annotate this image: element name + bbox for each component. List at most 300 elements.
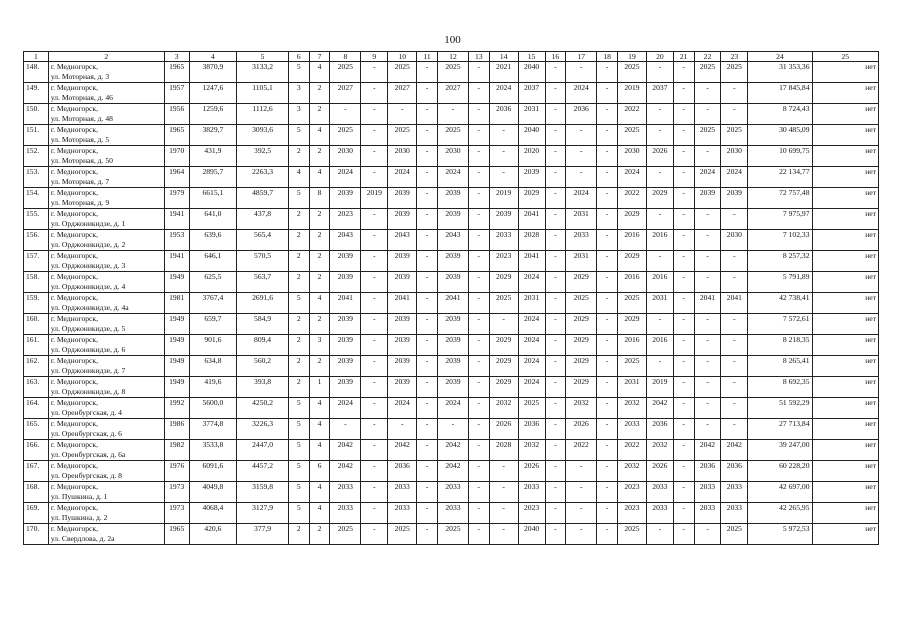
table-cell: 2020 — [518, 146, 545, 167]
table-cell: 2025 — [721, 524, 748, 545]
table-cell: - — [694, 335, 721, 356]
table-cell: - — [545, 62, 566, 83]
column-header: 3 — [164, 52, 189, 62]
table-cell: 625,5 — [189, 272, 237, 293]
table-cell: 2033 — [721, 503, 748, 524]
table-cell: 2039 — [388, 209, 417, 230]
table-cell: 1949 — [164, 272, 189, 293]
table-cell: 431,9 — [189, 146, 237, 167]
table-cell: - — [694, 272, 721, 293]
table-cell: 2033 — [566, 230, 597, 251]
table-cell: 2041 — [330, 293, 361, 314]
table-cell: нет — [812, 314, 879, 335]
row-number: 161. — [24, 335, 49, 356]
table-cell: 1957 — [164, 83, 189, 104]
table-cell: 2024 — [518, 272, 545, 293]
table-cell: 1949 — [164, 314, 189, 335]
table-cell: 2042 — [646, 398, 673, 419]
table-cell: - — [566, 524, 597, 545]
table-cell: - — [721, 83, 748, 104]
address-city: г. Медногорск, — [50, 62, 99, 71]
table-cell: 2 — [288, 272, 309, 293]
table-cell: 1949 — [164, 356, 189, 377]
table-cell: 42 697,00 — [748, 482, 812, 503]
table-cell: 8 724,43 — [748, 104, 812, 125]
column-header: 13 — [468, 52, 489, 62]
column-header: 10 — [388, 52, 417, 62]
table-cell: 2025 — [721, 125, 748, 146]
table-cell: 2039 — [437, 209, 468, 230]
table-cell: 2024 — [518, 356, 545, 377]
table-cell: 8 — [309, 188, 330, 209]
table-cell: 2029 — [617, 209, 646, 230]
table-cell: 1247,6 — [189, 83, 237, 104]
table-cell: 2029 — [617, 251, 646, 272]
address-street: ул. Моторная, д. 3 — [50, 71, 110, 81]
table-cell: 2039 — [437, 377, 468, 398]
table-cell: - — [566, 167, 597, 188]
table-cell: 10 699,75 — [748, 146, 812, 167]
table-cell: 2033 — [646, 482, 673, 503]
table-cell: 8 257,32 — [748, 251, 812, 272]
table-cell: 2 — [309, 146, 330, 167]
table-cell: 2029 — [566, 272, 597, 293]
table-cell: - — [468, 272, 489, 293]
table-cell: нет — [812, 62, 879, 83]
table-row — [24, 440, 879, 461]
table-cell: - — [597, 146, 618, 167]
table-cell: 6615,1 — [189, 188, 237, 209]
table-cell: 809,4 — [237, 335, 289, 356]
table-cell: 2033 — [437, 482, 468, 503]
table-cell: 2041 — [437, 293, 468, 314]
table-cell: - — [417, 377, 438, 398]
address-street: ул. Моторная, д. 9 — [50, 197, 110, 207]
table-cell: - — [417, 209, 438, 230]
address-cell — [48, 62, 164, 83]
table-cell: - — [545, 146, 566, 167]
table-cell: 2025 — [617, 293, 646, 314]
table-cell: - — [545, 356, 566, 377]
table-cell: 563,7 — [237, 272, 289, 293]
table-cell: - — [417, 230, 438, 251]
column-header: 1 — [24, 52, 49, 62]
table-cell: 2041 — [388, 293, 417, 314]
table-cell: 2 — [288, 146, 309, 167]
table-cell: - — [417, 146, 438, 167]
address-city: г. Медногорск, — [50, 314, 99, 323]
table-cell: 5 — [288, 419, 309, 440]
column-header: 21 — [673, 52, 694, 62]
table-cell: - — [468, 440, 489, 461]
column-header: 16 — [545, 52, 566, 62]
table-cell: - — [489, 482, 518, 503]
table-row — [24, 62, 879, 83]
table-row — [24, 209, 879, 230]
table-cell: 2019 — [617, 83, 646, 104]
table-cell: - — [361, 293, 388, 314]
table-cell: - — [489, 524, 518, 545]
column-number-row — [24, 52, 879, 62]
row-number: 165. — [24, 419, 49, 440]
row-number: 154. — [24, 188, 49, 209]
address-street: ул. Орджоникидзе, д. 1 — [50, 218, 126, 228]
table-cell: 901,6 — [189, 335, 237, 356]
table-cell: - — [721, 356, 748, 377]
table-cell: - — [673, 209, 694, 230]
table-cell: 2043 — [437, 230, 468, 251]
table-cell: - — [597, 83, 618, 104]
table-cell: 2025 — [617, 356, 646, 377]
table-cell: 5 — [288, 482, 309, 503]
table-cell: 2037 — [518, 83, 545, 104]
table-cell: - — [361, 377, 388, 398]
table-cell: 2019 — [489, 188, 518, 209]
table-cell: - — [673, 188, 694, 209]
table-cell: - — [361, 167, 388, 188]
table-cell: 2027 — [437, 83, 468, 104]
address-city: г. Медногорск, — [50, 209, 99, 218]
table-cell: - — [489, 461, 518, 482]
table-cell: 2036 — [721, 461, 748, 482]
table-cell: 2016 — [617, 272, 646, 293]
table-cell: 2033 — [489, 230, 518, 251]
table-row — [24, 314, 879, 335]
table-cell: 2024 — [518, 314, 545, 335]
table-cell: 2028 — [518, 230, 545, 251]
address-city: г. Медногорск, — [50, 125, 99, 134]
table-cell: 2029 — [489, 356, 518, 377]
table-cell: - — [417, 167, 438, 188]
table-cell: нет — [812, 335, 879, 356]
table-cell: 2024 — [566, 188, 597, 209]
table-cell: - — [388, 419, 417, 440]
table-cell: 2042 — [437, 461, 468, 482]
table-cell: - — [361, 104, 388, 125]
table-cell: 2041 — [518, 209, 545, 230]
table-cell: 4250,2 — [237, 398, 289, 419]
column-header: 9 — [361, 52, 388, 62]
table-cell: 565,4 — [237, 230, 289, 251]
table-cell: 2029 — [566, 356, 597, 377]
table-cell: 6 — [309, 461, 330, 482]
table-cell: - — [673, 335, 694, 356]
row-number: 149. — [24, 83, 49, 104]
table-cell: 2026 — [646, 461, 673, 482]
table-cell: 2016 — [617, 230, 646, 251]
address-street: ул. Оренбургская, д. 6а — [50, 449, 126, 459]
table-cell: - — [545, 125, 566, 146]
table-cell: 2024 — [518, 377, 545, 398]
table-cell: - — [566, 503, 597, 524]
table-cell: 2042 — [330, 461, 361, 482]
table-cell: - — [597, 104, 618, 125]
row-number: 168. — [24, 482, 49, 503]
table-cell: - — [673, 398, 694, 419]
column-header: 12 — [437, 52, 468, 62]
table-cell: 2032 — [566, 398, 597, 419]
table-cell: 2691,6 — [237, 293, 289, 314]
table-cell: 2042 — [694, 440, 721, 461]
table-cell: - — [468, 167, 489, 188]
table-cell: 2039 — [388, 377, 417, 398]
table-cell: нет — [812, 440, 879, 461]
table-cell: 2039 — [437, 356, 468, 377]
table-cell: 2024 — [388, 398, 417, 419]
table-cell: 2039 — [437, 335, 468, 356]
table-cell: 2022 — [617, 104, 646, 125]
table-cell: 2029 — [518, 188, 545, 209]
table-cell: - — [361, 146, 388, 167]
table-cell: - — [468, 398, 489, 419]
table-cell: 2033 — [694, 482, 721, 503]
table-cell: - — [545, 461, 566, 482]
table-cell: 2016 — [646, 272, 673, 293]
table-cell: - — [468, 356, 489, 377]
table-cell: 659,7 — [189, 314, 237, 335]
table-cell: 2025 — [388, 524, 417, 545]
table-cell: - — [597, 461, 618, 482]
table-row — [24, 419, 879, 440]
table-cell: 2039 — [330, 335, 361, 356]
housing-registry-table — [23, 51, 879, 545]
table-cell: 2023 — [330, 209, 361, 230]
table-cell: 560,2 — [237, 356, 289, 377]
column-header: 19 — [617, 52, 646, 62]
table-cell: 1956 — [164, 104, 189, 125]
table-cell: 1973 — [164, 482, 189, 503]
table-cell: - — [673, 125, 694, 146]
table-cell: 2033 — [330, 503, 361, 524]
table-cell: 2040 — [518, 125, 545, 146]
table-cell: - — [545, 440, 566, 461]
table-cell: нет — [812, 524, 879, 545]
address-street: ул. Пушкина, д. 2 — [50, 512, 108, 522]
table-cell: 3767,4 — [189, 293, 237, 314]
table-cell: 2024 — [489, 83, 518, 104]
table-cell: 4 — [309, 167, 330, 188]
table-cell: - — [388, 104, 417, 125]
table-cell: 2025 — [330, 125, 361, 146]
table-cell: - — [721, 272, 748, 293]
table-row — [24, 167, 879, 188]
table-cell: 2024 — [437, 167, 468, 188]
table-cell: 3159,8 — [237, 482, 289, 503]
table-cell: нет — [812, 146, 879, 167]
table-cell: 437,8 — [237, 209, 289, 230]
table-cell: 2026 — [489, 419, 518, 440]
table-cell: 4 — [309, 482, 330, 503]
table-cell: 2039 — [330, 251, 361, 272]
table-cell: 2031 — [518, 104, 545, 125]
address-city: г. Медногорск, — [50, 272, 99, 281]
table-cell: - — [673, 314, 694, 335]
table-cell: 2895,7 — [189, 167, 237, 188]
address-street: ул. Орджоникидзе, д. 2 — [50, 239, 126, 249]
table-cell: - — [694, 83, 721, 104]
table-cell: 2025 — [617, 524, 646, 545]
table-cell: 2027 — [330, 83, 361, 104]
row-number: 170. — [24, 524, 49, 545]
table-row — [24, 272, 879, 293]
table-cell: 1970 — [164, 146, 189, 167]
table-cell: - — [468, 125, 489, 146]
table-cell: 2025 — [437, 62, 468, 83]
table-cell: 2041 — [721, 293, 748, 314]
table-cell: 2029 — [566, 335, 597, 356]
column-header: 8 — [330, 52, 361, 62]
address-cell — [48, 209, 164, 230]
table-cell: 3774,8 — [189, 419, 237, 440]
table-cell: 641,0 — [189, 209, 237, 230]
table-cell: 2040 — [518, 62, 545, 83]
table-cell: 2024 — [518, 335, 545, 356]
table-cell: - — [417, 356, 438, 377]
table-cell: 420,6 — [189, 524, 237, 545]
table-cell: 2026 — [646, 146, 673, 167]
table-cell: 27 713,84 — [748, 419, 812, 440]
table-cell: - — [566, 125, 597, 146]
table-cell: - — [468, 146, 489, 167]
table-cell: - — [694, 209, 721, 230]
table-cell: 5 — [288, 62, 309, 83]
address-cell — [48, 230, 164, 251]
row-number: 148. — [24, 62, 49, 83]
table-cell: - — [694, 314, 721, 335]
table-cell: 2024 — [330, 398, 361, 419]
column-header: 25 — [812, 52, 879, 62]
column-header: 14 — [489, 52, 518, 62]
address-city: г. Медногорск, — [50, 503, 99, 512]
row-number: 151. — [24, 125, 49, 146]
table-cell: - — [597, 314, 618, 335]
table-cell: - — [673, 251, 694, 272]
table-cell: - — [417, 335, 438, 356]
table-cell: 1986 — [164, 419, 189, 440]
table-cell: - — [417, 503, 438, 524]
table-cell: - — [361, 356, 388, 377]
table-cell: 2039 — [388, 188, 417, 209]
table-cell: - — [468, 209, 489, 230]
column-header: 6 — [288, 52, 309, 62]
table-cell: - — [545, 188, 566, 209]
table-cell: - — [361, 335, 388, 356]
table-cell: - — [721, 314, 748, 335]
table-cell: 2027 — [388, 83, 417, 104]
address-cell — [48, 482, 164, 503]
table-cell: 4 — [309, 419, 330, 440]
address-city: г. Медногорск, — [50, 251, 99, 260]
table-cell: 72 757,48 — [748, 188, 812, 209]
table-cell: 3226,3 — [237, 419, 289, 440]
table-cell: 2025 — [330, 524, 361, 545]
table-cell: 2042 — [437, 440, 468, 461]
table-cell: 2025 — [437, 125, 468, 146]
address-city: г. Медногорск, — [50, 440, 99, 449]
table-cell: 4 — [309, 440, 330, 461]
table-cell: 2025 — [388, 62, 417, 83]
table-cell: 1105,1 — [237, 83, 289, 104]
table-cell: - — [545, 503, 566, 524]
table-cell: 2042 — [388, 440, 417, 461]
address-street: ул. Моторная, д. 50 — [50, 155, 113, 165]
table-cell: 1973 — [164, 503, 189, 524]
table-cell: - — [361, 272, 388, 293]
table-cell: 2029 — [617, 314, 646, 335]
table-cell: - — [721, 335, 748, 356]
table-cell: - — [673, 104, 694, 125]
address-city: г. Медногорск, — [50, 104, 99, 113]
table-cell: 392,5 — [237, 146, 289, 167]
table-cell: 2 — [288, 335, 309, 356]
table-cell: - — [489, 167, 518, 188]
table-cell: 2023 — [617, 482, 646, 503]
row-number: 155. — [24, 209, 49, 230]
table-cell: 2 — [309, 524, 330, 545]
table-cell: - — [646, 62, 673, 83]
table-cell: 2033 — [330, 482, 361, 503]
table-cell: 2041 — [518, 251, 545, 272]
table-cell: - — [566, 62, 597, 83]
column-header: 24 — [748, 52, 812, 62]
table-cell: 2 — [309, 251, 330, 272]
table-cell: 2030 — [721, 146, 748, 167]
table-cell: - — [417, 251, 438, 272]
table-cell: - — [417, 62, 438, 83]
table-cell: - — [437, 104, 468, 125]
table-cell: - — [694, 251, 721, 272]
table-cell: 2 — [309, 209, 330, 230]
table-cell: 2023 — [518, 503, 545, 524]
table-cell: 2 — [309, 272, 330, 293]
column-header: 15 — [518, 52, 545, 62]
table-cell: - — [566, 461, 597, 482]
address-cell — [48, 335, 164, 356]
table-cell: нет — [812, 167, 879, 188]
table-row — [24, 524, 879, 545]
table-cell: - — [489, 314, 518, 335]
table-cell: - — [468, 62, 489, 83]
table-cell: - — [646, 104, 673, 125]
table-cell: - — [545, 251, 566, 272]
table-cell: 2033 — [694, 503, 721, 524]
table-cell: - — [468, 188, 489, 209]
address-cell — [48, 125, 164, 146]
table-cell: - — [468, 419, 489, 440]
table-cell: 8 265,41 — [748, 356, 812, 377]
address-cell — [48, 188, 164, 209]
address-cell — [48, 83, 164, 104]
table-cell: нет — [812, 293, 879, 314]
table-cell: - — [597, 188, 618, 209]
table-cell: нет — [812, 461, 879, 482]
table-cell: 2039 — [330, 356, 361, 377]
table-cell: 2043 — [330, 230, 361, 251]
address-city: г. Медногорск, — [50, 461, 99, 470]
table-cell: 1 — [309, 377, 330, 398]
table-cell: 2039 — [437, 188, 468, 209]
table-cell: 1949 — [164, 335, 189, 356]
table-cell: 2024 — [566, 83, 597, 104]
table-cell: - — [361, 440, 388, 461]
table-cell: 1981 — [164, 293, 189, 314]
table-cell: - — [597, 503, 618, 524]
table-cell: 4 — [309, 503, 330, 524]
table-cell: 2036 — [646, 419, 673, 440]
address-street: ул. Оренбургская, д. 8 — [50, 470, 122, 480]
table-cell: 1982 — [164, 440, 189, 461]
table-cell: - — [330, 104, 361, 125]
